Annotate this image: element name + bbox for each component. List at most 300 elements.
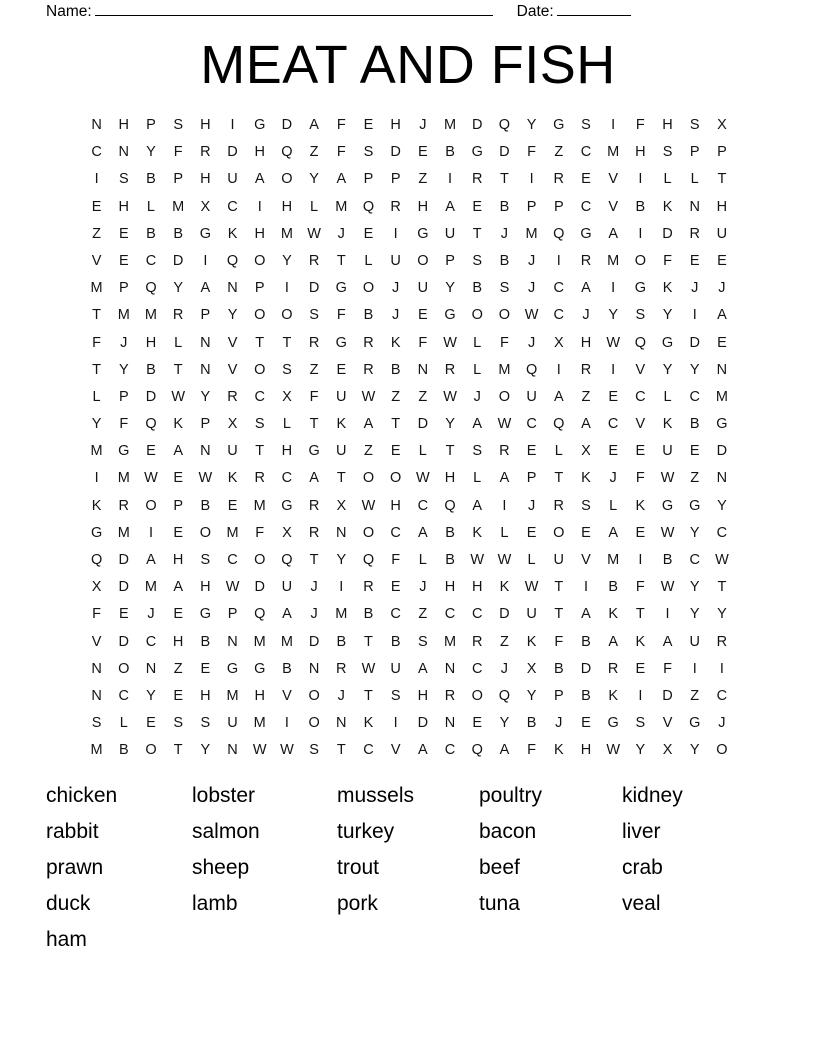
grid-cell[interactable]: C bbox=[145, 252, 157, 269]
grid-cell[interactable]: O bbox=[362, 470, 375, 487]
grid-cell[interactable]: Z bbox=[391, 388, 401, 405]
word-list-item[interactable]: ham bbox=[46, 928, 87, 951]
grid-cell[interactable]: B bbox=[390, 633, 401, 650]
grid-cell[interactable]: O bbox=[254, 552, 266, 568]
grid-cell[interactable]: C bbox=[580, 198, 592, 215]
grid-cell[interactable]: E bbox=[118, 252, 129, 269]
grid-cell[interactable]: R bbox=[308, 252, 320, 269]
grid-cell[interactable]: E bbox=[118, 225, 129, 242]
grid-cell[interactable]: S bbox=[254, 416, 265, 433]
grid-cell[interactable]: Y bbox=[689, 579, 700, 596]
grid-cell[interactable]: L bbox=[119, 715, 128, 732]
grid-cell[interactable]: H bbox=[172, 633, 184, 650]
grid-cell[interactable]: W bbox=[361, 388, 376, 405]
grid-cell[interactable]: N bbox=[227, 633, 238, 650]
grid-cell[interactable]: X bbox=[227, 416, 238, 433]
grid-cell[interactable]: N bbox=[716, 470, 728, 487]
grid-cell[interactable]: O bbox=[254, 361, 266, 378]
grid-cell[interactable]: Y bbox=[499, 715, 510, 732]
grid-cell[interactable]: R bbox=[308, 334, 320, 351]
grid-cell[interactable]: J bbox=[147, 606, 155, 623]
grid-cell[interactable]: T bbox=[336, 470, 346, 487]
grid-cell[interactable]: K bbox=[390, 334, 401, 351]
grid-cell[interactable]: C bbox=[553, 307, 565, 324]
grid-cell[interactable]: W bbox=[606, 334, 620, 351]
grid-cell[interactable]: X bbox=[553, 334, 564, 351]
grid-cell[interactable]: B bbox=[363, 606, 374, 623]
grid-cell[interactable]: W bbox=[225, 579, 240, 596]
grid-cell[interactable]: U bbox=[716, 225, 728, 242]
grid-cell[interactable]: J bbox=[419, 579, 427, 596]
grid-cell[interactable]: I bbox=[393, 225, 398, 242]
grid-cell[interactable]: W bbox=[497, 552, 512, 568]
grid-cell[interactable]: L bbox=[473, 334, 482, 351]
grid-cell[interactable]: A bbox=[499, 742, 510, 759]
grid-cell[interactable]: X bbox=[717, 117, 727, 133]
grid-cell[interactable]: M bbox=[335, 606, 348, 623]
grid-cell[interactable]: G bbox=[90, 524, 103, 541]
grid-cell[interactable]: B bbox=[146, 361, 156, 378]
grid-cell[interactable]: D bbox=[499, 606, 510, 623]
grid-cell[interactable]: M bbox=[90, 443, 103, 460]
grid-cell[interactable]: N bbox=[227, 280, 238, 297]
grid-cell[interactable]: K bbox=[635, 497, 646, 514]
word-list-item[interactable]: veal bbox=[622, 892, 661, 915]
grid-cell[interactable]: O bbox=[118, 660, 130, 677]
grid-cell[interactable]: W bbox=[606, 742, 620, 759]
grid-cell[interactable]: G bbox=[634, 280, 646, 297]
grid-cell[interactable]: H bbox=[118, 198, 130, 215]
grid-cell[interactable]: D bbox=[172, 252, 184, 269]
grid-cell[interactable]: Z bbox=[309, 144, 319, 161]
grid-cell[interactable]: L bbox=[500, 524, 509, 541]
grid-cell[interactable]: C bbox=[145, 633, 157, 650]
grid-cell[interactable]: B bbox=[499, 198, 510, 215]
grid-cell[interactable]: D bbox=[118, 552, 130, 568]
grid-cell[interactable]: W bbox=[307, 225, 321, 242]
grid-cell[interactable]: B bbox=[200, 633, 211, 650]
grid-cell[interactable]: T bbox=[173, 742, 183, 759]
grid-cell[interactable]: D bbox=[417, 715, 429, 732]
grid-cell[interactable]: H bbox=[471, 579, 483, 596]
grid-cell[interactable]: E bbox=[363, 225, 374, 242]
grid-cell[interactable]: Q bbox=[281, 144, 293, 161]
grid-cell[interactable]: R bbox=[689, 225, 700, 242]
grid-cell[interactable]: U bbox=[281, 579, 293, 596]
grid-cell[interactable]: W bbox=[144, 470, 158, 487]
grid-cell[interactable]: T bbox=[391, 416, 401, 433]
grid-cell[interactable]: Q bbox=[634, 334, 646, 351]
grid-cell[interactable]: Z bbox=[364, 443, 373, 460]
grid-cell[interactable]: F bbox=[663, 252, 672, 269]
grid-cell[interactable]: T bbox=[173, 361, 183, 378]
grid-cell[interactable]: Y bbox=[689, 606, 700, 623]
grid-cell[interactable]: F bbox=[418, 334, 428, 351]
grid-cell[interactable]: L bbox=[310, 198, 319, 215]
grid-cell[interactable]: O bbox=[498, 307, 511, 324]
grid-cell[interactable]: L bbox=[690, 171, 699, 188]
grid-cell[interactable]: J bbox=[582, 307, 590, 324]
grid-cell[interactable]: K bbox=[363, 715, 374, 732]
grid-cell[interactable]: S bbox=[418, 633, 428, 650]
grid-cell[interactable]: J bbox=[527, 280, 536, 297]
grid-cell[interactable]: E bbox=[581, 171, 591, 188]
grid-cell[interactable]: I bbox=[203, 252, 208, 269]
grid-cell[interactable]: N bbox=[91, 660, 102, 677]
grid-cell[interactable]: V bbox=[635, 361, 646, 378]
grid-cell[interactable]: Q bbox=[254, 606, 266, 623]
grid-cell[interactable]: J bbox=[527, 334, 536, 351]
grid-cell[interactable]: G bbox=[444, 307, 456, 324]
grid-cell[interactable]: O bbox=[362, 524, 375, 541]
grid-cell[interactable]: A bbox=[581, 416, 591, 433]
grid-cell[interactable]: R bbox=[363, 334, 374, 351]
word-list-item[interactable]: sheep bbox=[192, 856, 250, 879]
word-list-item[interactable]: prawn bbox=[46, 856, 104, 879]
grid-cell[interactable]: S bbox=[363, 144, 374, 161]
grid-cell[interactable]: H bbox=[200, 579, 211, 596]
grid-cell[interactable]: M bbox=[172, 198, 185, 215]
grid-cell[interactable]: P bbox=[553, 687, 564, 704]
grid-cell[interactable]: H bbox=[200, 171, 211, 188]
grid-cell[interactable]: Q bbox=[145, 280, 157, 297]
word-list-item[interactable]: mussels bbox=[337, 784, 415, 807]
grid-cell[interactable]: R bbox=[444, 361, 456, 378]
grid-cell[interactable]: B bbox=[689, 416, 700, 433]
grid-cell[interactable]: P bbox=[689, 144, 700, 161]
grid-cell[interactable]: U bbox=[689, 633, 700, 650]
grid-cell[interactable]: W bbox=[497, 416, 512, 433]
grid-cell[interactable]: S bbox=[173, 117, 183, 133]
grid-cell[interactable]: N bbox=[91, 687, 102, 704]
grid-cell[interactable]: A bbox=[418, 742, 428, 759]
grid-cell[interactable]: O bbox=[498, 388, 511, 405]
grid-cell[interactable]: Y bbox=[173, 280, 183, 297]
grid-cell[interactable]: A bbox=[581, 606, 591, 623]
grid-cell[interactable]: O bbox=[417, 252, 429, 269]
grid-cell[interactable]: E bbox=[91, 198, 102, 215]
grid-cell[interactable]: G bbox=[661, 334, 674, 351]
grid-cell[interactable]: Y bbox=[200, 742, 211, 759]
grid-cell[interactable]: D bbox=[254, 579, 265, 596]
grid-cell[interactable]: U bbox=[336, 388, 347, 405]
grid-cell[interactable]: U bbox=[390, 252, 401, 269]
grid-cell[interactable]: V bbox=[662, 715, 673, 732]
grid-cell[interactable]: H bbox=[254, 225, 265, 242]
grid-cell[interactable]: E bbox=[336, 361, 347, 378]
grid-cell[interactable]: K bbox=[662, 280, 673, 297]
grid-cell[interactable]: Y bbox=[146, 144, 156, 161]
grid-cell[interactable]: C bbox=[227, 552, 238, 568]
grid-cell[interactable]: A bbox=[418, 660, 428, 677]
grid-cell[interactable]: C bbox=[716, 524, 728, 541]
grid-cell[interactable]: N bbox=[91, 117, 102, 133]
grid-cell[interactable]: S bbox=[390, 687, 401, 704]
grid-cell[interactable]: C bbox=[553, 280, 565, 297]
grid-cell[interactable]: Q bbox=[145, 416, 157, 433]
grid-cell[interactable]: J bbox=[310, 579, 318, 596]
grid-cell[interactable]: R bbox=[553, 497, 565, 514]
grid-cell[interactable]: O bbox=[254, 252, 266, 269]
grid-cell[interactable]: P bbox=[553, 198, 564, 215]
grid-cell[interactable]: E bbox=[173, 524, 183, 541]
grid-cell[interactable]: W bbox=[252, 742, 267, 759]
grid-cell[interactable]: G bbox=[118, 443, 130, 460]
grid-cell[interactable]: K bbox=[173, 416, 183, 433]
grid-cell[interactable]: E bbox=[173, 470, 183, 487]
grid-cell[interactable]: I bbox=[611, 361, 616, 378]
word-list-item[interactable]: salmon bbox=[192, 820, 260, 843]
grid-cell[interactable]: N bbox=[308, 660, 320, 677]
grid-cell[interactable]: F bbox=[527, 144, 537, 161]
grid-cell[interactable]: J bbox=[500, 225, 509, 242]
grid-cell[interactable]: I bbox=[611, 280, 616, 297]
grid-cell[interactable]: Y bbox=[526, 117, 537, 133]
grid-cell[interactable]: W bbox=[660, 470, 675, 487]
grid-cell[interactable]: X bbox=[200, 198, 211, 215]
grid-cell[interactable]: W bbox=[198, 470, 213, 487]
grid-cell[interactable]: P bbox=[254, 280, 265, 297]
grid-cell[interactable]: J bbox=[718, 715, 726, 732]
grid-cell[interactable]: B bbox=[608, 579, 618, 596]
grid-cell[interactable]: Y bbox=[309, 171, 319, 188]
word-list-item[interactable]: liver bbox=[622, 820, 661, 843]
grid-cell[interactable]: F bbox=[635, 470, 645, 487]
grid-cell[interactable]: E bbox=[717, 252, 727, 269]
grid-cell[interactable]: F bbox=[119, 416, 129, 433]
grid-cell[interactable]: E bbox=[146, 715, 156, 732]
grid-cell[interactable]: I bbox=[94, 470, 99, 487]
grid-cell[interactable]: M bbox=[280, 633, 293, 650]
grid-cell[interactable]: A bbox=[146, 552, 156, 568]
grid-cell[interactable]: T bbox=[499, 171, 509, 188]
grid-cell[interactable]: M bbox=[498, 361, 511, 378]
grid-cell[interactable]: A bbox=[418, 524, 428, 541]
grid-cell[interactable]: W bbox=[416, 470, 430, 487]
grid-cell[interactable]: D bbox=[662, 687, 673, 704]
grid-cell[interactable]: Y bbox=[146, 687, 156, 704]
grid-cell[interactable]: F bbox=[336, 117, 346, 133]
grid-cell[interactable]: T bbox=[255, 443, 265, 460]
grid-cell[interactable]: D bbox=[145, 388, 157, 405]
word-list-item[interactable]: lamb bbox=[192, 892, 238, 915]
grid-cell[interactable]: V bbox=[581, 552, 591, 568]
grid-cell[interactable]: Q bbox=[362, 552, 375, 568]
grid-cell[interactable]: G bbox=[553, 117, 565, 133]
grid-cell[interactable]: U bbox=[553, 552, 565, 568]
grid-cell[interactable]: D bbox=[390, 144, 401, 161]
grid-cell[interactable]: I bbox=[502, 497, 507, 514]
grid-cell[interactable]: S bbox=[309, 307, 319, 324]
grid-cell[interactable]: M bbox=[443, 633, 457, 650]
grid-cell[interactable]: P bbox=[445, 252, 455, 269]
grid-cell[interactable]: I bbox=[583, 579, 588, 596]
grid-cell[interactable]: E bbox=[146, 443, 156, 460]
grid-cell[interactable]: C bbox=[526, 416, 537, 433]
grid-cell[interactable]: W bbox=[524, 579, 539, 596]
grid-cell[interactable]: E bbox=[635, 660, 646, 677]
grid-cell[interactable]: A bbox=[662, 633, 673, 650]
grid-cell[interactable]: H bbox=[417, 198, 429, 215]
grid-cell[interactable]: L bbox=[418, 443, 427, 460]
grid-cell[interactable]: M bbox=[715, 388, 728, 405]
grid-cell[interactable]: C bbox=[444, 606, 456, 623]
grid-cell[interactable]: T bbox=[635, 606, 645, 623]
grid-cell[interactable]: D bbox=[716, 443, 728, 460]
grid-cell[interactable]: S bbox=[200, 552, 211, 568]
grid-cell[interactable]: M bbox=[607, 552, 620, 568]
grid-cell[interactable]: Q bbox=[498, 687, 511, 704]
grid-cell[interactable]: E bbox=[689, 443, 700, 460]
grid-cell[interactable]: G bbox=[254, 117, 266, 133]
grid-cell[interactable]: L bbox=[473, 470, 482, 487]
grid-cell[interactable]: K bbox=[336, 416, 347, 433]
grid-cell[interactable]: C bbox=[580, 144, 592, 161]
grid-cell[interactable]: T bbox=[92, 361, 102, 378]
grid-cell[interactable]: P bbox=[173, 171, 183, 188]
grid-cell[interactable]: Y bbox=[717, 497, 727, 514]
grid-cell[interactable]: J bbox=[310, 606, 318, 623]
grid-cell[interactable]: Q bbox=[553, 416, 565, 433]
grid-cell[interactable]: X bbox=[282, 388, 292, 405]
grid-cell[interactable]: B bbox=[581, 633, 591, 650]
grid-cell[interactable]: C bbox=[91, 144, 102, 161]
grid-cell[interactable]: Q bbox=[553, 225, 565, 242]
grid-cell[interactable]: W bbox=[171, 388, 185, 405]
grid-cell[interactable]: C bbox=[471, 660, 483, 677]
grid-cell[interactable]: X bbox=[336, 497, 347, 514]
grid-cell[interactable]: J bbox=[555, 715, 563, 732]
grid-cell[interactable]: B bbox=[472, 280, 483, 297]
grid-cell[interactable]: K bbox=[472, 524, 483, 541]
grid-cell[interactable]: L bbox=[473, 361, 482, 378]
grid-cell[interactable]: G bbox=[689, 497, 701, 514]
grid-cell[interactable]: O bbox=[308, 715, 320, 732]
grid-cell[interactable]: C bbox=[607, 416, 619, 433]
grid-cell[interactable]: I bbox=[638, 687, 643, 704]
word-list-item[interactable]: chicken bbox=[46, 784, 118, 807]
grid-cell[interactable]: P bbox=[118, 280, 129, 297]
grid-cell[interactable]: P bbox=[717, 144, 727, 161]
grid-cell[interactable]: E bbox=[635, 524, 646, 541]
grid-cell[interactable]: R bbox=[580, 252, 592, 269]
grid-cell[interactable]: K bbox=[227, 470, 238, 487]
grid-cell[interactable]: E bbox=[390, 443, 401, 460]
grid-cell[interactable]: H bbox=[281, 443, 293, 460]
grid-cell[interactable]: U bbox=[526, 606, 537, 623]
grid-cell[interactable]: K bbox=[91, 497, 102, 514]
grid-cell[interactable]: B bbox=[445, 552, 455, 568]
grid-cell[interactable]: R bbox=[607, 660, 619, 677]
grid-cell[interactable]: D bbox=[281, 117, 293, 133]
grid-cell[interactable]: A bbox=[608, 633, 618, 650]
grid-cell[interactable]: I bbox=[448, 171, 453, 188]
grid-cell[interactable]: M bbox=[253, 715, 266, 732]
grid-cell[interactable]: H bbox=[118, 117, 130, 133]
grid-cell[interactable]: F bbox=[92, 334, 102, 351]
grid-cell[interactable]: C bbox=[390, 606, 401, 623]
grid-cell[interactable]: B bbox=[581, 687, 591, 704]
grid-cell[interactable]: Y bbox=[445, 280, 455, 297]
grid-cell[interactable]: F bbox=[173, 144, 183, 161]
grid-cell[interactable]: E bbox=[608, 443, 618, 460]
grid-cell[interactable]: V bbox=[227, 334, 238, 351]
grid-cell[interactable]: P bbox=[363, 171, 374, 188]
grid-cell[interactable]: F bbox=[336, 144, 346, 161]
grid-cell[interactable]: W bbox=[280, 742, 294, 759]
grid-cell[interactable]: O bbox=[634, 252, 646, 269]
grid-cell[interactable]: U bbox=[227, 171, 238, 188]
grid-cell[interactable]: T bbox=[554, 470, 564, 487]
grid-cell[interactable]: V bbox=[390, 742, 401, 759]
grid-cell[interactable]: X bbox=[526, 660, 537, 677]
grid-cell[interactable]: B bbox=[390, 361, 401, 378]
grid-cell[interactable]: S bbox=[581, 497, 591, 514]
word-list-item[interactable]: kidney bbox=[622, 784, 683, 807]
grid-cell[interactable]: I bbox=[638, 552, 643, 568]
grid-cell[interactable]: T bbox=[309, 552, 319, 568]
grid-cell[interactable]: Z bbox=[418, 388, 428, 405]
grid-cell[interactable]: J bbox=[419, 117, 427, 133]
grid-cell[interactable]: P bbox=[173, 497, 183, 514]
grid-cell[interactable]: Y bbox=[200, 388, 211, 405]
grid-cell[interactable]: K bbox=[662, 416, 673, 433]
word-list-item[interactable]: crab bbox=[622, 856, 663, 879]
grid-cell[interactable]: J bbox=[337, 687, 345, 704]
grid-cell[interactable]: M bbox=[525, 225, 538, 242]
grid-cell[interactable]: D bbox=[689, 334, 700, 351]
grid-cell[interactable]: H bbox=[580, 742, 592, 759]
grid-cell[interactable]: W bbox=[361, 660, 376, 677]
grid-cell[interactable]: Q bbox=[444, 497, 456, 514]
grid-cell[interactable]: Y bbox=[689, 742, 700, 759]
grid-cell[interactable]: Y bbox=[445, 416, 455, 433]
grid-cell[interactable]: G bbox=[471, 144, 483, 161]
grid-cell[interactable]: R bbox=[200, 144, 211, 161]
grid-cell[interactable]: M bbox=[335, 198, 348, 215]
grid-cell[interactable]: T bbox=[554, 606, 564, 623]
grid-cell[interactable]: J bbox=[527, 497, 536, 514]
grid-cell[interactable]: F bbox=[635, 579, 645, 596]
grid-cell[interactable]: E bbox=[526, 524, 537, 541]
grid-cell[interactable]: I bbox=[393, 715, 398, 732]
grid-cell[interactable]: B bbox=[336, 633, 347, 650]
grid-cell[interactable]: H bbox=[580, 334, 592, 351]
grid-cell[interactable]: A bbox=[445, 198, 455, 215]
grid-cell[interactable]: W bbox=[660, 579, 675, 596]
grid-cell[interactable]: U bbox=[417, 280, 429, 297]
grid-cell[interactable]: S bbox=[200, 715, 211, 732]
grid-cell[interactable]: N bbox=[200, 361, 211, 378]
grid-cell[interactable]: S bbox=[472, 443, 483, 460]
grid-cell[interactable]: R bbox=[254, 470, 265, 487]
grid-cell[interactable]: F bbox=[336, 307, 346, 324]
grid-cell[interactable]: T bbox=[717, 171, 727, 188]
grid-cell[interactable]: C bbox=[417, 497, 429, 514]
grid-cell[interactable]: T bbox=[309, 416, 319, 433]
grid-cell[interactable]: F bbox=[554, 633, 564, 650]
grid-cell[interactable]: F bbox=[255, 524, 265, 541]
grid-cell[interactable]: S bbox=[662, 144, 673, 161]
word-list-item[interactable]: pork bbox=[337, 892, 378, 915]
grid-cell[interactable]: C bbox=[471, 606, 483, 623]
grid-cell[interactable]: T bbox=[92, 307, 102, 324]
grid-cell[interactable]: A bbox=[282, 606, 292, 623]
grid-cell[interactable]: P bbox=[227, 606, 238, 623]
grid-cell[interactable]: C bbox=[281, 470, 293, 487]
grid-cell[interactable]: R bbox=[308, 524, 320, 541]
grid-cell[interactable]: M bbox=[253, 633, 266, 650]
